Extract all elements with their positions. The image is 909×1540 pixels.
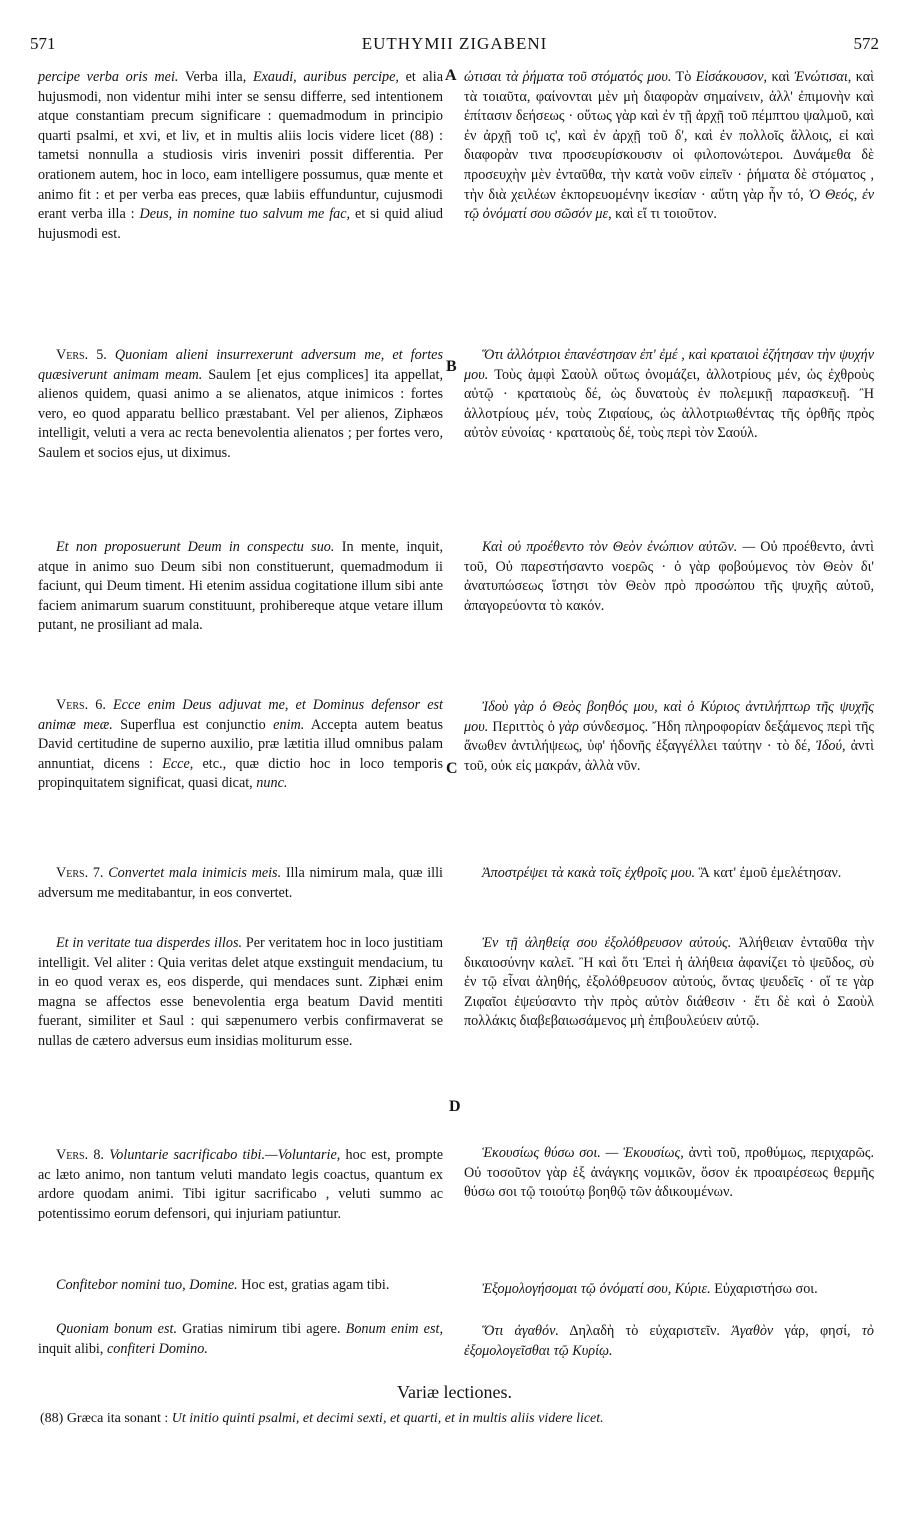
latin-text: Saulem [et ejus complices] ita appellat, alienos quidem, quasi animo a se alienatos, atque inimicos : fortes vero, eo quod apparatu bellico præstabant. Vel per alienos, Ziphæos intelligit, veluti a vera ac recta benevolentia alienatos ; per fortes vero, Saulem et socios ejus, ut diximus. [38, 366, 443, 461]
greek-paragraph [464, 1280, 874, 1300]
greek-paragraph [464, 538, 874, 616]
greek-paragraph [464, 68, 874, 225]
page-number-left: 571 [30, 34, 56, 53]
greek-quote: ὠτισαι τὰ ῥήματα τοῦ στόματός μου. [464, 69, 672, 85]
greek-quote: Ἐνώτισαι, [794, 69, 852, 85]
latin-quote: Quoniam alieni insurrexerunt adversum me, et fortes quæsiverunt animam meam. [38, 347, 443, 383]
latin-quote: Voluntarie sacrificabo tibi.—Voluntarie, [103, 1147, 341, 1163]
greek-text: Εὐχαριστήσω σοι. [710, 1281, 818, 1297]
greek-text: σύνδεσμος. Ἤδη πληροφορίαν δεξάμενος περὶ τῆς ἄνωθεν ἀντιλήψεως, ὑφ' ἡδονῆς ἐξαγγέλλει ταύτην · τὸ δέ, [464, 718, 874, 755]
greek-quote: γὰρ [558, 718, 579, 735]
greek-quote: Ἀποστρέψει τὰ κακὰ τοῖς ἐχθροῖς μου. [482, 865, 696, 881]
verse-label: Vers. 8. [56, 1147, 104, 1163]
verse-label: Vers. 7. [56, 865, 104, 881]
latin-text: Superflua est conjunctio [112, 716, 274, 733]
greek-quote: Ἑκουσίως θύσω σοι. — [482, 1145, 619, 1161]
latin-text: Gratias nimirum tibi agere. [177, 1321, 346, 1337]
greek-text: καὶ [767, 69, 795, 85]
greek-quote: Ὁ Θεός, ἐν τῷ ὀνόματί σου σῶσόν με, [464, 186, 874, 223]
greek-quote: Ἐξομολογήσομαι τῷ ὀνόματί σου, Κύριε. [482, 1281, 711, 1297]
page-number-right: 572 [853, 34, 879, 53]
latin-quote: Et in veritate tua disperdes illos. [56, 935, 243, 951]
latin-paragraph [38, 864, 443, 903]
latin-text: inquit alibi, [38, 1340, 107, 1357]
latin-quote: Et non proposuerunt Deum in conspectu suo. [56, 539, 335, 555]
greek-text: καὶ εἴ τι τοιοῦτον. [611, 206, 717, 223]
latin-paragraph [38, 346, 443, 464]
latin-quote: enim. [273, 716, 305, 733]
margin-letter-d: D [449, 1098, 461, 1115]
greek-quote: Εἰσάκουσον, [695, 69, 768, 85]
latin-quote: Quoniam bonum est. [56, 1321, 177, 1337]
footnote-text: (88) Græca ita sonant : [40, 1411, 172, 1426]
greek-text: ἀντὶ τοῦ, προθύμως, περιχαρῶς. Οὐ τοσοῦτον γὰρ ἐξ ἀνάγκης νομικῶν, ὅσον ἐκ προαιρέσεως θερμῆς θύσω σοι τῷ τοιούτῳ βοηθῷ τῶν ἀδικουμένων. [464, 1145, 874, 1201]
latin-quote: Confitebor nomini tuo, Domine. [56, 1277, 238, 1293]
latin-quote: percipe verba oris mei. [38, 69, 179, 85]
latin-quote: nunc. [256, 775, 288, 792]
latin-text: et si quid aliud hujusmodi est. [38, 206, 443, 242]
greek-quote: Ὅτι ἀγαθόν. [482, 1323, 559, 1339]
greek-paragraph [464, 346, 874, 444]
greek-paragraph [464, 934, 874, 1032]
greek-quote: Ἰδοὺ γὰρ ὁ Θεὸς βοηθός μου, καὶ ὁ Κύριος ἀντιλήπτωρ τῆς ψυχῆς μου. [464, 699, 874, 735]
latin-paragraph [38, 1146, 443, 1224]
margin-letter-a: A [445, 67, 457, 84]
greek-text: Τὸ [671, 69, 696, 85]
latin-paragraph [38, 68, 443, 244]
latin-paragraph [38, 934, 443, 1052]
greek-quote: Ἀγαθὸν [731, 1323, 774, 1339]
running-head [30, 34, 879, 64]
greek-paragraph [464, 864, 874, 884]
margin-letter-c: C [446, 760, 458, 777]
latin-quote: Deus, in nomine tuo salvum me fac, [139, 206, 351, 223]
greek-text: Ἃ κατ' ἐμοῦ ἐμελέτησαν. [695, 865, 842, 881]
latin-paragraph [38, 696, 443, 794]
latin-text: Per veritatem hoc in loco justitiam intelligit. Vel aliter : Quia veritas delet atque exstinguit mendacium, tu in eo quod verax es, eos disperde, qui mendaces sunt. Ziphæi enim magna se affectos esse benevolentia erga beatum David mentiti fuerant, similiter et Saul : qui sæpenumero verbis confirmaverat se nullas de cætero adversus eum insidias moliturum esse. [38, 935, 443, 1049]
latin-text: Hoc est, gratias agam tibi. [237, 1277, 390, 1293]
greek-paragraph [464, 698, 874, 776]
footnote [40, 1410, 874, 1428]
greek-quote: Ἐν τῇ ἀληθείᾳ σου ἐξολόθρευσον αὐτούς. [482, 935, 732, 951]
latin-quote: confiteri Domino. [106, 1340, 208, 1357]
greek-quote: τὸ ἐξομολογεῖσθαι τῷ Κυρίῳ. [464, 1323, 874, 1359]
greek-text: Τοὺς ἀμφὶ Σαοὺλ οὕτως ὀνομάζει, ἀλλοτρίους μέν, ὡς ἐχθροὺς αὐτῷ · κραταιοὺς δέ, ὡς δυνατοὺς ἐν πολεμικῇ παρασκευῇ. Ἢ ἀλλοτρίους μέν, τοὺς Ζιφαίους, ὡς ἀλλοτριωθέντας τῆς ὀρθῆς πρὸς αὐτὸν εὐνοίας · κραταιοὺς δέ, τοὺς περὶ τὸν Σαούλ. [464, 366, 874, 442]
latin-paragraph [38, 538, 443, 636]
greek-paragraph [464, 1144, 874, 1203]
latin-quote: Ecce enim Deus adjuvat me, et Dominus defensor est animæ meæ. [38, 697, 443, 733]
greek-quote: Ὅτι ἀλλότριοι ἐπανέστησαν ἐπ' ἐμέ , καὶ κραταιοὶ ἐζήτησαν τὴν ψυχήν μου. [464, 347, 874, 383]
greek-quote: Καὶ οὐ προέθεντο τὸν Θεὸν ἐνώπιον αὐτῶν. — [482, 539, 756, 555]
greek-text: Δηλαδὴ τὸ εὐχαριστεῖν. [558, 1323, 732, 1339]
running-title: EUTHYMII ZIGABENI [361, 34, 548, 53]
greek-quote: Ἑκουσίως, [623, 1145, 684, 1161]
greek-paragraph [464, 1322, 874, 1361]
latin-quote: Convertet mala inimicis meis. [103, 865, 282, 881]
margin-letter-b: B [446, 358, 457, 375]
variae-heading: Variæ lectiones. [397, 1382, 512, 1402]
latin-quote: Ecce, [162, 755, 194, 772]
latin-quote: Exaudi, auribus percipe, [252, 69, 399, 85]
greek-text: ἀντὶ τοῦ, οὐκ εἰς μακράν, ἀλλὰ νῦν. [464, 738, 874, 774]
greek-text: Ἀλήθειαν ἐνταῦθα τὴν δικαιοσύνην καλεῖ. Ἢ καὶ ὅτι Ἐπεὶ ἡ ἀλήθεια ἀφανίζει τὸ ψεῦδος, σὺ ἐν τῷ εἶναι ἀληθής, ἐξολόθρευσον αὐτούς, ὄντας ψευδεῖς · οἵ τε γὰρ Ζιφαῖοι ἐψεύσαντο τὴν πρὸς αὐτὸν διάθεσιν · ἔτι δὲ καὶ ὁ Σαοὺλ πολλάκις διαβεβαιωσάμενος μὴ ἐπιβουλεύειν αὐτῷ. [464, 935, 874, 1030]
verse-label: Vers. 5. [56, 347, 107, 363]
latin-text: In mente, inquit, atque in animo suo Deum sibi non constituerunt, quemadmodum ii faciunt, qui Deum timent. Hi etenim assidua cogitatione illum sibi ante faciem animarum suarum constituunt, prohibereque atque vetare illum putant, ne prosiliant ad mala. [38, 539, 443, 634]
latin-text: etc., quæ dictio hoc in loco temporis propinquitatem significat, quasi dicat, [38, 755, 444, 792]
latin-paragraph [38, 1320, 443, 1359]
greek-text: Οὐ προέθεντο, ἀντὶ τοῦ, Οὐ παρεστήσαντο νοερῶς · ὁ γὰρ φοβούμενος τὸν Θεὸν δι' ἀνατυπώσεως ἵστησι τὸν Θεὸν πρὸ προσώπου τῆς ψυχῆς αὐτοῦ, ἀπαγορεύοντα τὸ κακόν. [464, 539, 874, 614]
greek-text: καὶ τὰ τοιαῦτα, φαίνονται μὲν μὴ διαφορὰν σημαίνειν, ἀλλ' ἐπιμονὴν καὶ ἐπίτασιν δεήσεως · οὕτως γὰρ καὶ ἐν τῇ ἀρχῇ τοῦ πέμπτου ψαλμοῦ, καὶ ἐν ἀρχῇ τοῦ ις', καὶ ἐν ἀρχῇ τοῦ δ', καὶ ἐν πολλοῖς ἄλλοις, εἰ καὶ διαφορὰν τινα προσευρίσκουσιν οἱ φιλοπονώτεροι. Δυνάμεθα δὲ προσευχὴν μὲν ἐνταῦθα, τὴν κατὰ νοῦν εἰπεῖν · ῥήματα δὲ στόματος , τὴν διὰ χειλέων ἐκπορευομένην ἱκεσίαν · αὕτη γὰρ ἦν τό, [464, 69, 874, 203]
latin-paragraph [38, 1276, 443, 1296]
greek-text: γάρ, φησί, [773, 1323, 862, 1339]
greek-text: Περιττὸς ὁ [488, 718, 559, 735]
latin-text: Accepta autem beatus David certitudine de superno auxilio, præ lætitia illud omnibus palam annuntiat, dicens : [38, 716, 444, 772]
latin-quote: Bonum enim est, [345, 1321, 443, 1337]
latin-text: Verba illa, [178, 69, 253, 85]
footnote-quote: Ut initio quinti psalmi, et decimi sexti, et quarti, et in multis aliis videre licet. [171, 1411, 604, 1426]
latin-text: hoc est, prompte ac læto animo, non tantum veluti mandato legis coactus, quantum ex ardore quodam animi. Tibi igitur sacrificabo , veluti summo ac potentissimo eorum defensori, qui injuriam patiuntur. [38, 1147, 443, 1222]
verse-label: Vers. 6. [56, 697, 106, 713]
latin-text: et alia hujusmodi, non videntur mihi inter se sensu differre, sed intentionem atque constantiam precum significare : quemadmodum in principio quarti psalmi, et xvi, et liv, et in multis aliis locis videre licet (88) : tametsi nonnulla a studiosis viris inveniri possit differentia. Per orationem autem, hoc in loco, eam intelligere possumus, quæ mente et animo fit : et per verba eas preces, quæ labiis effunduntur, cujusmodi erant verba illa : [38, 69, 444, 223]
latin-text: Illa nimirum mala, quæ illi adversum me meditabantur, in eos convertet. [38, 865, 443, 901]
greek-quote: Ἰδού, [815, 738, 846, 755]
